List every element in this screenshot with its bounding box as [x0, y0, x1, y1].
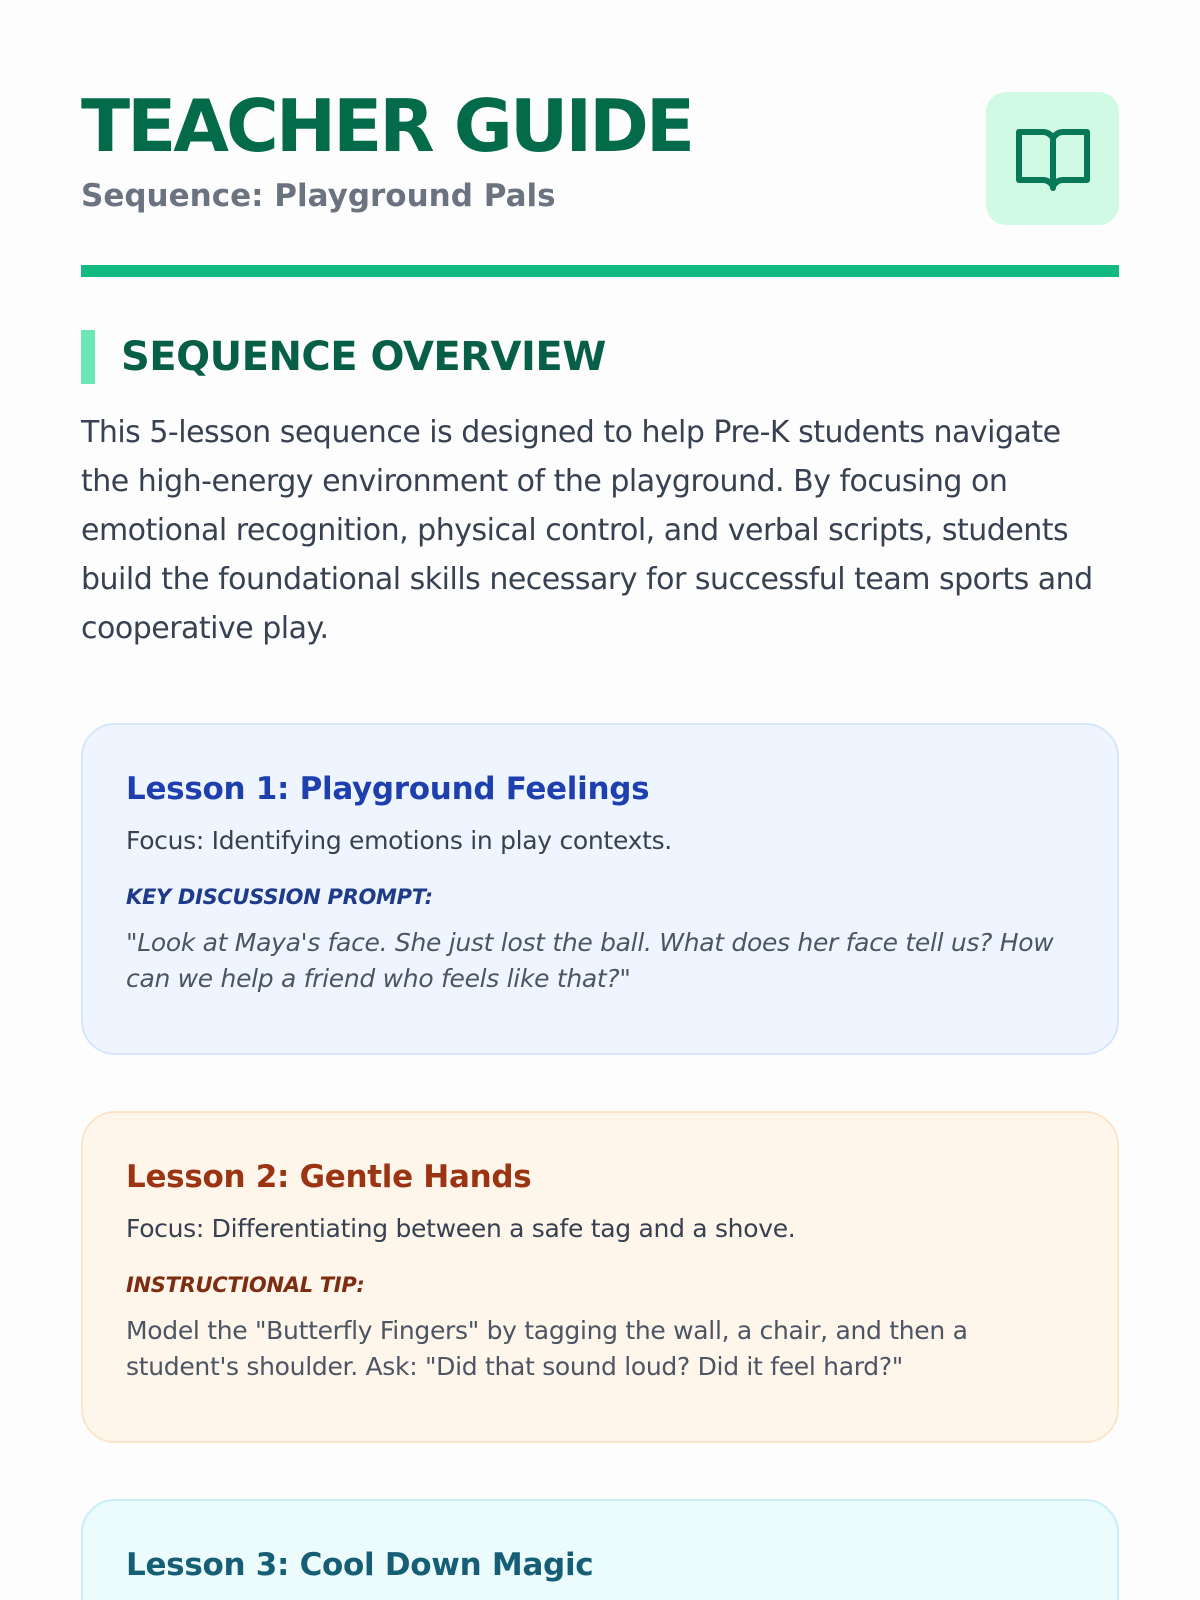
- tip-text: Model the "Butterfly Fingers" by tagging the wall, a chair, and then a student's shoulder. Ask: "Did that sound loud? Did it feel hard?": [126, 1316, 968, 1381]
- sequence-subtitle: Sequence: Playground Pals: [81, 178, 556, 214]
- book-badge: [986, 92, 1119, 225]
- prompt-label: KEY DISCUSSION PROMPT:: [126, 885, 433, 909]
- lesson-title: Lesson 2: Gentle Hands: [126, 1159, 532, 1195]
- section-title: SEQUENCE OVERVIEW: [121, 334, 606, 380]
- section-accent-bar: [81, 330, 95, 384]
- lesson-card-1: [81, 723, 1119, 1055]
- tip-label: INSTRUCTIONAL TIP:: [126, 1273, 365, 1297]
- lesson-focus: Focus: Identifying emotions in play contexts.: [126, 826, 672, 855]
- overview-text: This 5-lesson sequence is designed to help Pre-K students navigate the high-energy environment of the playground. By focusing on emotional recognition, physical control, and verbal scripts, students build the foundational skills necessary for successful team sports and cooperative play.: [81, 415, 1093, 646]
- header: [81, 84, 1119, 264]
- lesson-title: Lesson 1: Playground Feelings: [126, 771, 650, 807]
- book-icon: [1015, 124, 1091, 194]
- header-divider: [81, 265, 1119, 277]
- overview-heading: [81, 330, 1119, 384]
- lesson-title: Lesson 3: Cool Down Magic: [126, 1547, 594, 1583]
- page-title: TEACHER GUIDE: [81, 84, 693, 168]
- lesson-card-2: [81, 1111, 1119, 1443]
- prompt-text: "Look at Maya's face. She just lost the ball. What does her face tell us? How can we help a friend who feels like that?": [126, 928, 1054, 993]
- lesson-focus: Focus: Differentiating between a safe tag and a shove.: [126, 1214, 796, 1243]
- lesson-card-3: [81, 1499, 1119, 1600]
